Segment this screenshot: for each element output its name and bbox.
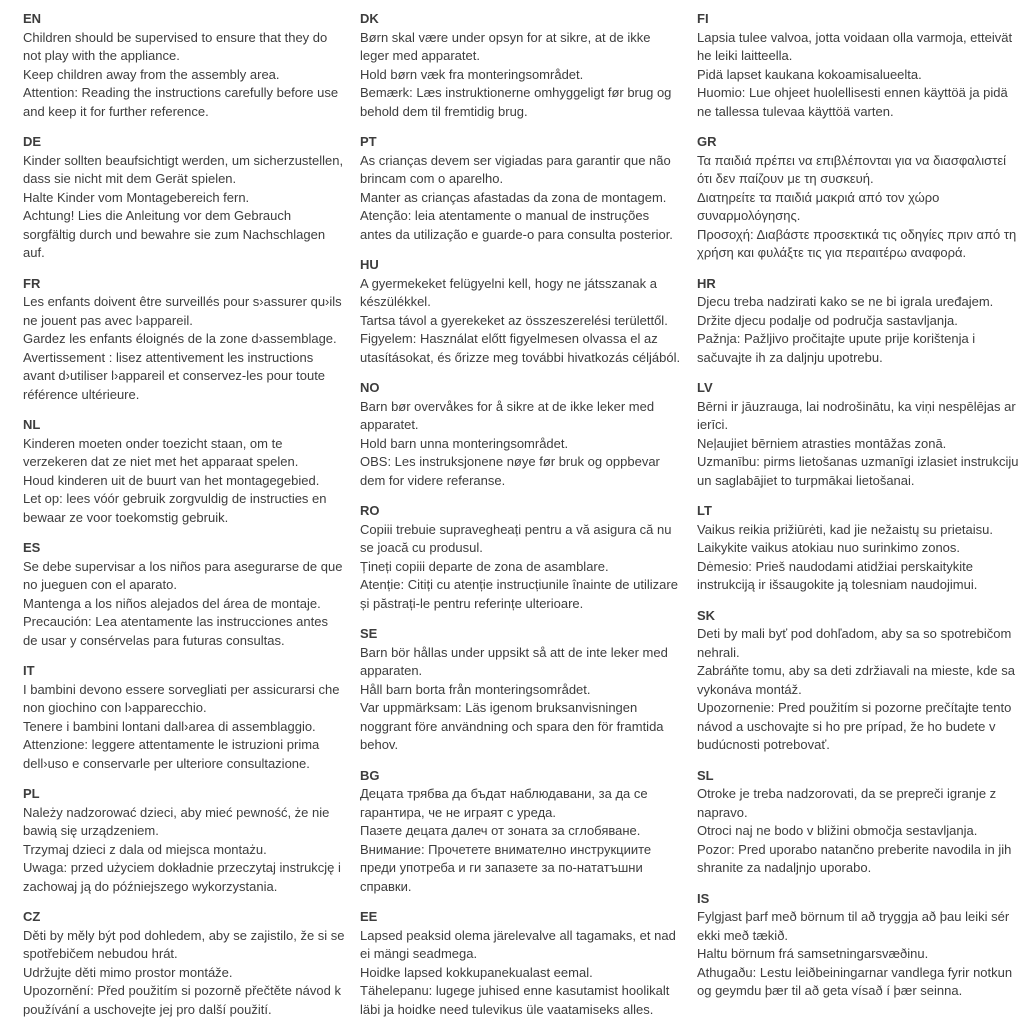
instruction-paragraph: Upozornenie: Pred použitím si pozorne prečítajte tento návod a uschovajte si ho pre prípad, že ho budete v budúcnosti potrebovať. (697, 700, 1012, 752)
language-code: LT (697, 503, 712, 518)
language-section-lt (697, 502, 1019, 595)
instruction-paragraph: Barn bör hållas under uppsikt så att de inte leker med apparaten. (360, 644, 668, 678)
instruction-paragraph: As crianças devem ser vigiadas para garantir que não brincam com o aparelho. (360, 152, 671, 186)
instruction-paragraph: Attention: Reading the instructions carefully before use and keep it for further reference. (23, 85, 339, 119)
instruction-paragraph: Należy nadzorować dzieci, aby mieć pewność, że nie bawią się urządzeniem. (23, 804, 330, 838)
language-code: BG (360, 767, 380, 783)
language-section-cz (23, 908, 345, 1019)
instruction-paragraph: Se debe supervisar a los niños para asegurarse de que no jueguen con el aparato. (23, 558, 343, 592)
instruction-paragraph: Внимание: Прочетете внимателно инструкциите преди употреба и ги запазете за по-нататъшни справки. (360, 841, 652, 894)
instruction-paragraph: Upozornění: Před použitím si pozorně přečtěte návod k používání a uschovejte jej pro další použití. (23, 983, 341, 1017)
instruction-paragraph: Kinderen moeten onder toezicht staan, om te verzekeren dat ze niet met het apparaat spelen. (23, 435, 299, 469)
instruction-paragraph: Figyelem: Használat előtt figyelmesen olvassa el az utasításokat, és őrizze meg további hivatkozás céljából. (360, 331, 681, 365)
instruction-paragraph: Пазете децата далеч от зоната за сглобяване. (360, 823, 641, 838)
instruction-paragraph: Pozor: Pred uporabo natančno preberite navodila in jih shranite za nadaljnjo uporabo. (697, 841, 1012, 875)
instruction-paragraph: Atenção: leia atentamente o manual de instruções antes da utilização e guarde-o para consulta posterior. (360, 208, 673, 242)
instruction-paragraph: Hoidke lapsed kokkupanekualast eemal. (360, 964, 593, 980)
instruction-paragraph: Keep children away from the assembly area. (23, 66, 280, 82)
instruction-paragraph: Achtung! Lies die Anleitung vor dem Gebrauch sorgfältig durch und bewahre sie zum Nachschlagen auf. (23, 208, 326, 260)
instruction-paragraph: Uwaga: przed użyciem dokładnie przeczytaj instrukcję i zachowaj ją do późniejszego wykorzystania. (23, 860, 341, 894)
language-code: NL (23, 417, 41, 432)
language-code: FR (23, 275, 41, 291)
language-section-de (23, 133, 345, 263)
language-section-no (360, 379, 682, 490)
language-section-pt (360, 133, 682, 244)
language-code: FI (697, 11, 709, 26)
language-section-sk (697, 607, 1019, 755)
language-section-lv (697, 379, 1019, 490)
instruction-paragraph: Lapsed peaksid olema järelevalve all tagamaks, et nad ei mängi seadmega. (360, 927, 676, 961)
instruction-paragraph: Bemærk: Læs instruktionerne omhyggeligt før brug og behold dem til fremtidig brug. (360, 85, 672, 119)
instruction-paragraph: Tenere i bambini lontani dall›area di assemblaggio. (23, 718, 316, 734)
instruction-paragraph: Kinder sollten beaufsichtigt werden, um sicherzustellen, dass sie nicht mit dem Gerät spielen. (23, 152, 344, 186)
language-section-bg (360, 767, 682, 897)
language-section-en (23, 10, 345, 121)
instruction-paragraph: Children should be supervised to ensure that they do not play with the appliance. (23, 29, 328, 63)
instruction-paragraph: I bambini devono essere sorvegliati per assicurarsi che non giochino con l›apparecchio. (23, 681, 340, 715)
instruction-paragraph: OBS: Les instruksjonene nøye før bruk og oppbevar dem for videre referanse. (360, 454, 660, 488)
language-section-hu (360, 256, 682, 367)
instruction-paragraph: Athugaðu: Lestu leiðbeiningarnar vandlega fyrir notkun og geymdu þær til að geta vísað í þær seinna. (697, 964, 1013, 998)
language-code: SK (697, 607, 716, 623)
instruction-paragraph: Zabráňte tomu, aby sa deti zdržiavali na mieste, kde sa vykonáva montáž. (697, 663, 1015, 697)
instruction-paragraph: Manter as crianças afastadas da zona de montagem. (360, 189, 667, 205)
instruction-paragraph: Les enfants doivent être surveillés pour s›assurer qu›ils ne jouent pas avec l›appareil. (23, 294, 342, 328)
language-section-fi (697, 10, 1019, 121)
instruction-paragraph: Otroke je treba nadzorovati, da se prepreči igranje z napravo. (697, 786, 997, 820)
language-code: PL (23, 786, 40, 801)
column-2 (360, 10, 682, 1024)
instruction-paragraph: Děti by měly být pod dohledem, aby se zajistilo, že si se spotřebičem nebudou hrát. (23, 927, 345, 961)
language-code: SL (697, 767, 714, 783)
instruction-paragraph: Barn bør overvåkes for å sikre at de ikke leker med apparatet. (360, 398, 655, 432)
instruction-paragraph: Țineți copiii departe de zona de asamblare. (360, 558, 609, 574)
language-section-hr (697, 275, 1019, 368)
instruction-paragraph: Mantenga a los niños alejados del área de montaje. (23, 595, 321, 611)
language-section-se (360, 625, 682, 755)
column-3 (697, 10, 1019, 1013)
instruction-paragraph: Deti by mali byť pod dohľadom, aby sa so spotrebičom nehrali. (697, 626, 1012, 660)
instruction-paragraph: Bērni ir jāuzrauga, lai nodrošinātu, ka viņi nespēlējas ar ierīci. (697, 398, 1016, 432)
language-code: IT (23, 663, 35, 678)
instruction-paragraph: Houd kinderen uit de buurt van het montagegebied. (23, 472, 320, 488)
instruction-paragraph: Τα παιδιά πρέπει να επιβλέπονται για να διασφαλιστεί ότι δεν παίζουν με τη συσκευή. (697, 152, 1007, 186)
language-code: CZ (23, 909, 41, 924)
instruction-paragraph: Διατηρείτε τα παιδιά μακριά από τον χώρο συναρμολόγησης. (697, 189, 940, 223)
instruction-paragraph: Halte Kinder vom Montagebereich fern. (23, 189, 250, 205)
instruction-paragraph: Dėmesio: Prieš naudodami atidžiai perskaitykite instrukciją ir išsaugokite ją tolesniam naudojimui. (697, 558, 978, 592)
language-section-nl (23, 416, 345, 527)
instruction-paragraph: Let op: lees vóór gebruik zorgvuldig de instructies en bewaar ze voor toekomstig gebruik. (23, 491, 327, 525)
instruction-paragraph: Hold barn unna monteringsområdet. (360, 435, 569, 451)
language-section-fr (23, 275, 345, 405)
language-section-sl (697, 767, 1019, 878)
instruction-paragraph: Lapsia tulee valvoa, jotta voidaan olla varmoja, etteivät he leiki laitteella. (697, 29, 1013, 63)
language-code: LV (697, 380, 713, 395)
language-code: SE (360, 626, 378, 641)
language-code: DE (23, 134, 42, 149)
instruction-paragraph: Gardez les enfants éloignés de la zone d›assemblage. (23, 331, 337, 346)
instruction-paragraph: Trzymaj dzieci z dala od miejsca montażu. (23, 841, 267, 857)
language-section-ro (360, 502, 682, 613)
instruction-paragraph: Tähelepanu: lugege juhised enne kasutamist hoolikalt läbi ja hoidke need tulevikus üle vaatamiseks alles. (360, 983, 670, 1017)
instruction-paragraph: A gyermekeket felügyelni kell, hogy ne játsszanak a készülékkel. (360, 275, 658, 309)
columns-container (23, 10, 1018, 1024)
language-section-is (697, 890, 1019, 1001)
instruction-paragraph: Pidä lapset kaukana kokoamisalueelta. (697, 66, 922, 82)
language-section-it (23, 662, 345, 773)
language-section-dk (360, 10, 682, 121)
language-section-pl (23, 785, 345, 896)
instruction-paragraph: Tartsa távol a gyerekeket az összeszerelési területtől. (360, 312, 668, 328)
instruction-paragraph: Laikykite vaikus atokiau nuo surinkimo zonos. (697, 540, 961, 555)
instruction-paragraph: Haltu börnum frá samsetningarsvæðinu. (697, 946, 929, 961)
language-code: HU (360, 257, 379, 272)
instruction-paragraph: Uzmanību: pirms lietošanas uzmanīgi izlasiet instrukciju un saglabājiet to turpmākai lietošanai. (697, 454, 1019, 488)
instruction-paragraph: Držite djecu podalje od područja sastavljanja. (697, 312, 958, 328)
language-code: PT (360, 134, 377, 149)
instruction-paragraph: Udržujte děti mimo prostor montáže. (23, 964, 233, 980)
language-code: NO (360, 380, 380, 395)
instruction-paragraph: Attenzione: leggere attentamente le istruzioni prima dell›uso e conservarle per ulteriore consultazione. (23, 737, 320, 771)
instruction-paragraph: Avertissement : lisez attentivement les instructions avant d›utiliser l›appareil et conservez-les pour toute référence ultérieure. (23, 349, 326, 402)
instruction-paragraph: Vaikus reikia prižiūrėti, kad jie nežaistų su prietaisu. (697, 521, 994, 537)
instruction-paragraph: Håll barn borta från monteringsområdet. (360, 681, 591, 697)
language-section-gr (697, 133, 1019, 263)
language-code: HR (697, 275, 716, 291)
instruction-paragraph: Otroci naj ne bodo v bližini območja sestavljanja. (697, 823, 978, 838)
instruction-paragraph: Copiii trebuie supravegheați pentru a vă asigura că nu se joacă cu produsul. (360, 521, 672, 555)
instruction-paragraph: Προσοχή: Διαβάστε προσεκτικά τις οδηγίες πριν από τη χρήση και φυλάξτε τις για περαιτέρω αναφορά. (697, 226, 1017, 260)
instruction-paragraph: Atenție: Citiți cu atenție instrucțiunile înainte de utilizare și păstrați-le pentru referințe ulterioare. (360, 577, 678, 611)
instruction-paragraph: Neļaujiet bērniem atrasties montāžas zonā. (697, 435, 947, 451)
instruction-paragraph: Hold børn væk fra monteringsområdet. (360, 66, 584, 82)
instruction-paragraph: Децата трябва да бъдат наблюдавани, за да се гарантира, че не играят с уреда. (360, 786, 648, 820)
instruction-paragraph: Huomio: Lue ohjeet huolellisesti ennen käyttöä ja pidä ne tallessa tulevaa käyttöä varten. (697, 85, 1008, 119)
instruction-paragraph: Var uppmärksam: Läs igenom bruksanvisningen noggrant före användning och spara den för framtida behov. (360, 700, 664, 752)
language-code: GR (697, 134, 717, 149)
language-section-ee (360, 908, 682, 1019)
language-code: EN (23, 11, 42, 26)
instruction-paragraph: Precaución: Lea atentamente las instrucciones antes de usar y consérvelas para futuras consultas. (23, 614, 328, 648)
language-code: DK (360, 11, 379, 26)
language-code: RO (360, 503, 380, 518)
language-code: EE (360, 909, 378, 924)
column-1 (23, 10, 345, 1024)
language-code: ES (23, 540, 41, 555)
instruction-paragraph: Fylgjast þarf með börnum til að tryggja að þau leiki sér ekki með tækið. (697, 909, 1010, 943)
language-code: IS (697, 890, 710, 906)
language-section-es (23, 539, 345, 650)
instruction-paragraph: Pažnja: Pažljivo pročitajte upute prije korištenja i sačuvajte ih za daljnju upotrebu. (697, 331, 976, 365)
instruction-paragraph: Djecu treba nadzirati kako se ne bi igrala uređajem. (697, 294, 994, 309)
instruction-paragraph: Børn skal være under opsyn for at sikre, at de ikke leger med apparatet. (360, 29, 651, 63)
